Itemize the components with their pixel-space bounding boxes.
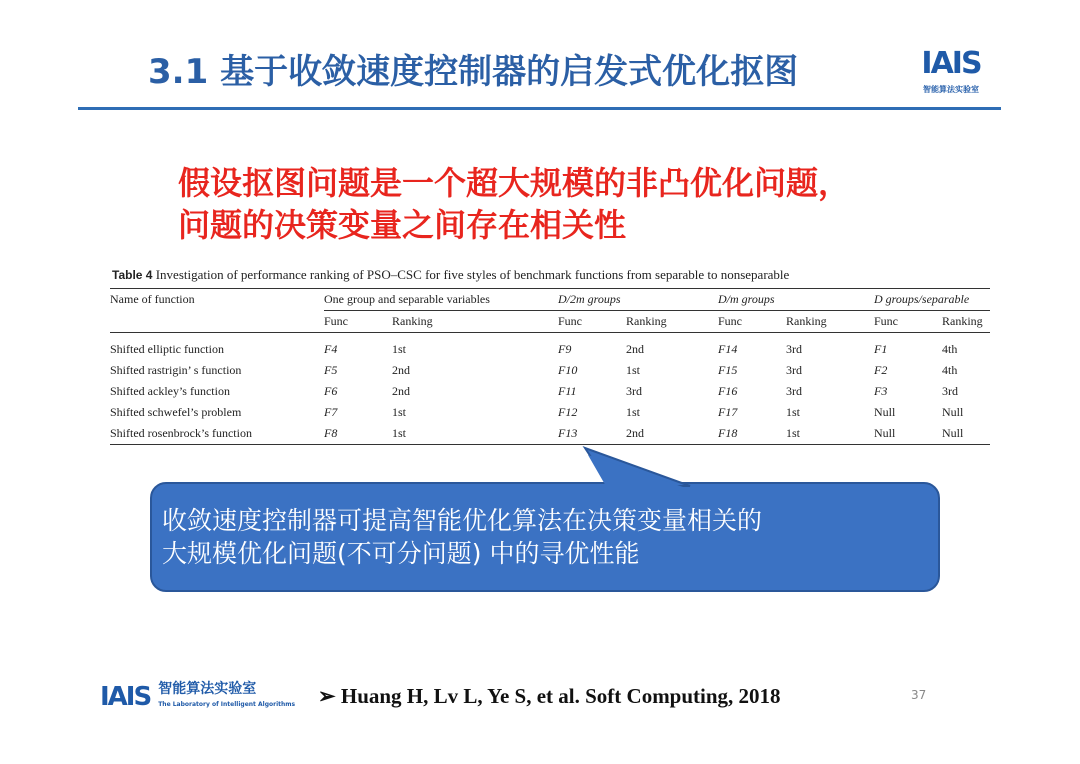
callout-line-1: 收敛速度控制器可提高智能优化算法在决策变量相关的 — [162, 506, 763, 535]
group-header-1: One group and separable variables — [324, 289, 558, 311]
cell: F10 — [558, 363, 578, 377]
page-number: 37 — [911, 688, 927, 702]
sub-header-ranking: Ranking — [942, 311, 990, 333]
cell: 2nd — [392, 363, 410, 377]
function-name: Shifted elliptic function — [110, 342, 224, 356]
table-row — [110, 339, 990, 360]
cell: F16 — [718, 384, 738, 398]
headline-line-2: 问题的决策变量之间存在相关性 — [178, 206, 627, 244]
bullet-icon: ➢ — [318, 684, 336, 708]
slide-title: 3.1 基于收敛速度控制器的启发式优化抠图 — [148, 52, 799, 92]
cell: 1st — [392, 423, 558, 445]
cell: 1st — [786, 405, 801, 419]
cell: 3rd — [942, 384, 958, 398]
cell: F15 — [718, 363, 738, 377]
cell: F3 — [874, 384, 888, 398]
function-name: Shifted schwefel’s problem — [110, 405, 242, 419]
function-name: Shifted rosenbrock’s function — [110, 423, 324, 445]
lab-logo-top — [912, 48, 990, 104]
cell: Null — [874, 405, 896, 419]
benchmark-table — [110, 288, 990, 445]
sub-header-func: Func — [874, 311, 942, 333]
sub-header-ranking: Ranking — [626, 311, 718, 333]
logo-mark: IAIS — [921, 46, 981, 81]
cell: 1st — [626, 363, 641, 377]
col-header-name: Name of function — [110, 292, 195, 307]
table-row — [110, 402, 990, 423]
cell: F8 — [324, 423, 392, 445]
cell: F9 — [558, 342, 572, 356]
group-header-4: D groups/separable — [874, 289, 990, 311]
logo-name-cn: 智能算法实验室 — [158, 681, 257, 697]
cell: F11 — [558, 384, 577, 398]
cell: F2 — [874, 363, 888, 377]
cell: F4 — [324, 342, 338, 356]
sub-header-func: Func — [324, 311, 392, 333]
logo-name-en: The Laboratory of Intelligent Algorithms — [158, 701, 296, 708]
sub-header-func: Func — [718, 311, 786, 333]
table-row — [110, 381, 990, 402]
logo-mark: IAIS — [100, 682, 151, 712]
headline-line-1: 假设抠图问题是一个超大规模的非凸优化问题， — [178, 164, 851, 202]
headline — [178, 162, 850, 246]
sub-header-ranking: Ranking — [786, 311, 874, 333]
cell: 2nd — [626, 342, 644, 356]
group-header-3: D/m groups — [718, 289, 874, 311]
cell: 4th — [942, 342, 958, 356]
table-caption-label: Table 4 — [112, 268, 153, 282]
cell: 3rd — [786, 363, 802, 377]
cell: F1 — [874, 342, 888, 356]
cell: F7 — [324, 405, 338, 419]
cell: 2nd — [392, 384, 410, 398]
cell: 2nd — [626, 423, 718, 445]
cell: F5 — [324, 363, 338, 377]
group-header-2: D/2m groups — [558, 289, 718, 311]
cell: 3rd — [626, 384, 642, 398]
function-name: Shifted ackley’s function — [110, 384, 230, 398]
cell: 3rd — [786, 342, 802, 356]
cell: F13 — [558, 423, 626, 445]
sub-header-ranking: Ranking — [392, 311, 558, 333]
lab-logo-bottom — [100, 680, 295, 714]
title-divider — [78, 107, 1001, 110]
table-group-header-row — [110, 289, 990, 311]
cell: Null — [874, 423, 942, 445]
function-name: Shifted rastrigin’ s function — [110, 363, 242, 377]
callout-text — [162, 504, 762, 570]
cell: Null — [942, 423, 990, 445]
sub-header-func: Func — [558, 311, 626, 333]
cell: F17 — [718, 405, 738, 419]
table-row — [110, 360, 990, 381]
callout-line-2: 大规模优化问题(不可分问题) 中的寻优性能 — [162, 539, 640, 568]
cell: 1st — [392, 342, 407, 356]
cell: 1st — [626, 405, 641, 419]
cell: F14 — [718, 342, 738, 356]
logo-subtitle: 智能算法实验室 — [923, 85, 979, 94]
cell: 3rd — [786, 384, 802, 398]
table-row — [110, 423, 990, 445]
table-sub-header-row — [110, 311, 990, 333]
reference-text: Huang H, Lv L, Ye S, et al. Soft Computing, 2018 — [340, 684, 781, 708]
cell: F18 — [718, 423, 786, 445]
cell: 4th — [942, 363, 958, 377]
cell: F6 — [324, 384, 338, 398]
reference — [318, 684, 781, 709]
cell: Null — [942, 405, 964, 419]
cell: F12 — [558, 405, 578, 419]
cell: 1st — [392, 405, 407, 419]
table-caption — [112, 267, 789, 283]
cell: 1st — [786, 423, 874, 445]
table-caption-text: Investigation of performance ranking of PSO–CSC for five styles of benchmark functions from separable to nonseparable — [155, 267, 790, 282]
